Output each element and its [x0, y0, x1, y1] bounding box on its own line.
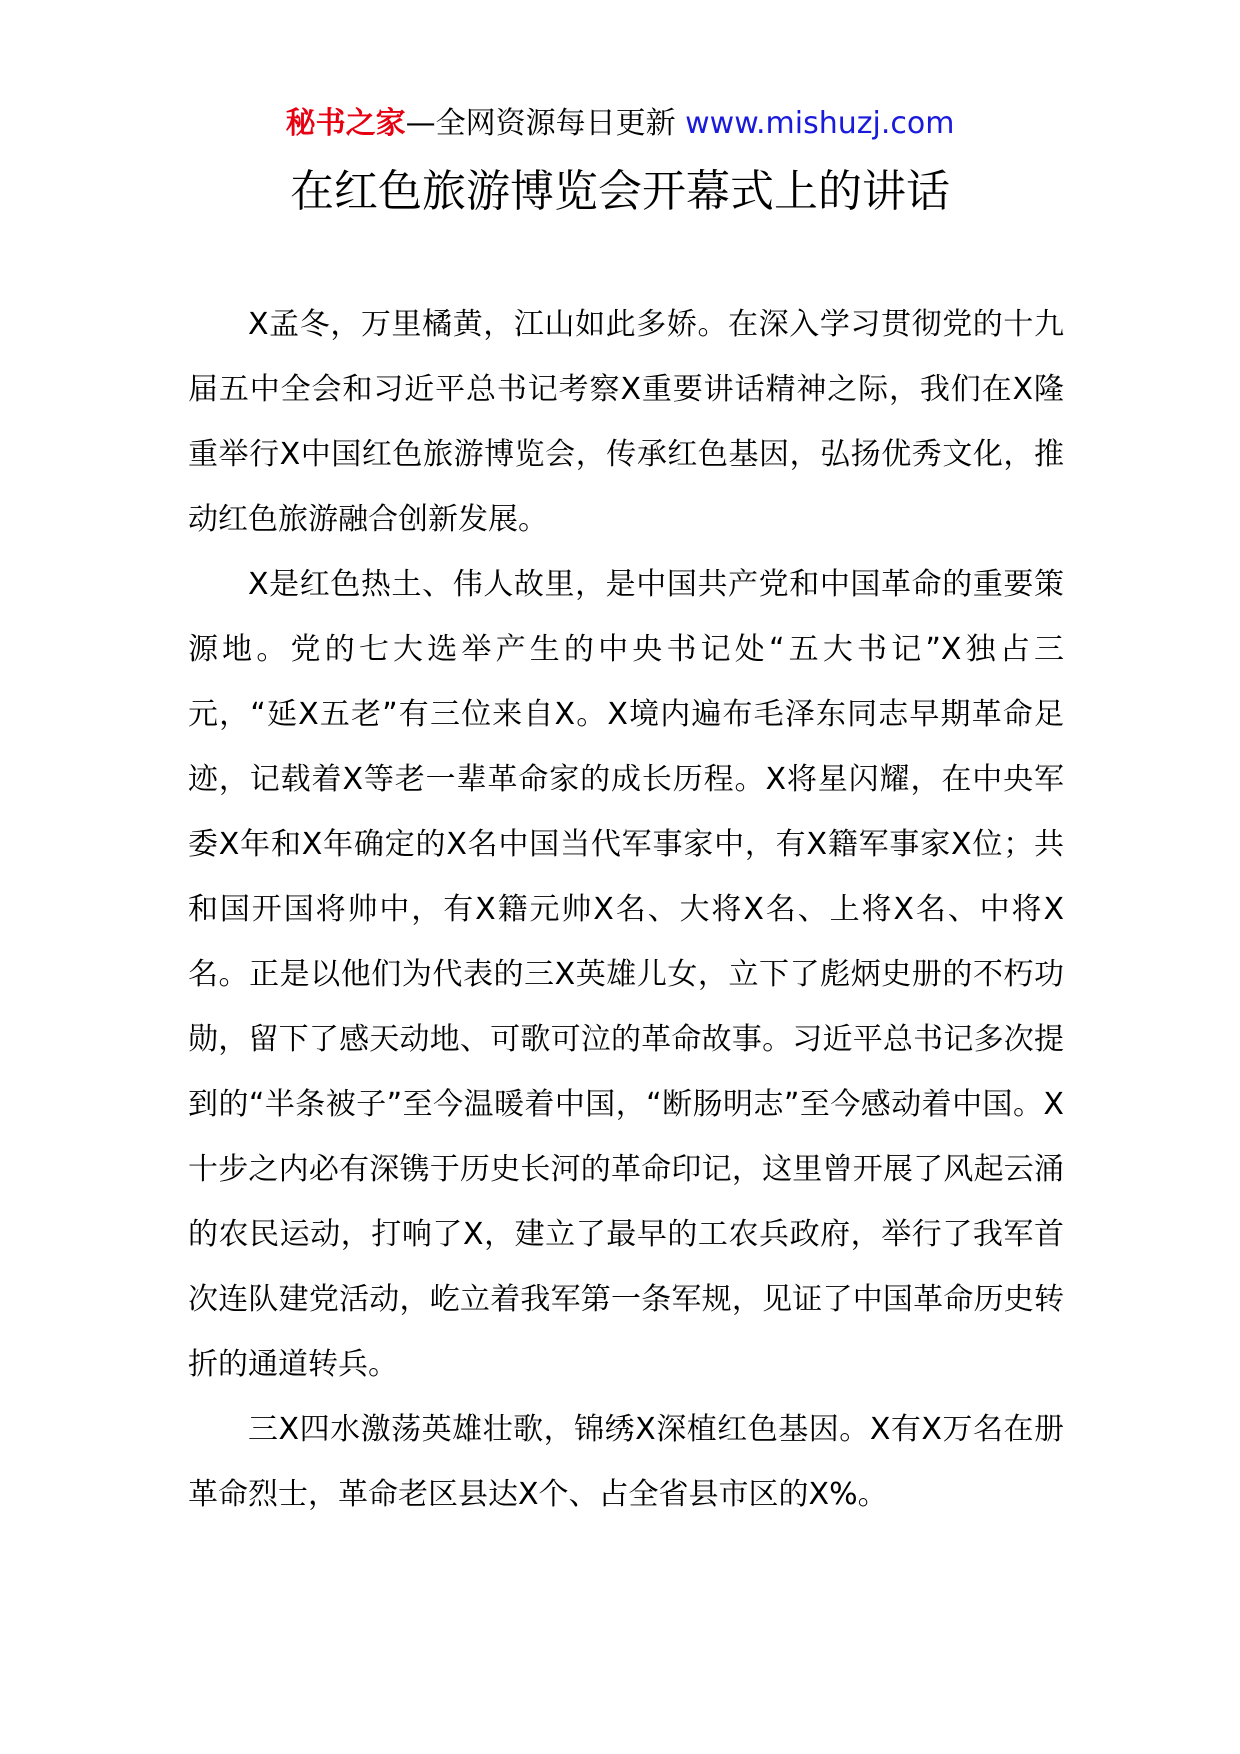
paragraph: X孟冬，万里橘黄，江山如此多娇。在深入学习贯彻党的十九届五中全会和习近平总书记考察X重要讲话精神之际，我们在X隆重举行X中国红色旅游博览会，传承红色基因，弘扬优秀文化，推动红色旅游融合创新发展。	[188, 307, 1064, 537]
site-header	[0, 100, 1240, 148]
document-title: 在红色旅游博览会开幕式上的讲话	[290, 166, 950, 217]
document-body	[188, 292, 1064, 1527]
paragraph: 三X四水激荡英雄壮歌，锦绣X深植红色基因。X有X万名在册革命烈士，革命老区县达X个、占全省县市区的X%。	[188, 1412, 1064, 1512]
paragraph: X是红色热土、伟人故里，是中国共产党和中国革命的重要策源地。党的七大选举产生的中央书记处“五大书记”X独占三元，“延X五老”有三位来自X。X境内遍布毛泽东同志早期革命足迹，记载着X等老一辈革命家的成长历程。X将星闪耀，在中央军委X年和X年确定的X名中国当代军事家中，有X籍军事家X位；共和国开国将帅中，有X籍元帅X名、大将X名、上将X名、中将X名。正是以他们为代表的三X英雄儿女，立下了彪炳史册的不朽功勋，留下了感天动地、可歌可泣的革命故事。习近平总书记多次提到的“半条被子”至今温暖着中国，“断肠明志”至今感动着中国。X十步之内必有深镌于历史长河的革命印记，这里曾开展了风起云涌的农民运动，打响了X，建立了最早的工农兵政府，举行了我军首次连队建党活动，屹立着我军第一条军规，见证了中国革命历史转折的通道转兵。	[188, 567, 1064, 1382]
site-slogan: —全网资源每日更新	[405, 106, 686, 141]
site-brand: 秘书之家	[285, 106, 406, 141]
site-url-link[interactable]: www.mishuzj.com	[685, 106, 955, 141]
